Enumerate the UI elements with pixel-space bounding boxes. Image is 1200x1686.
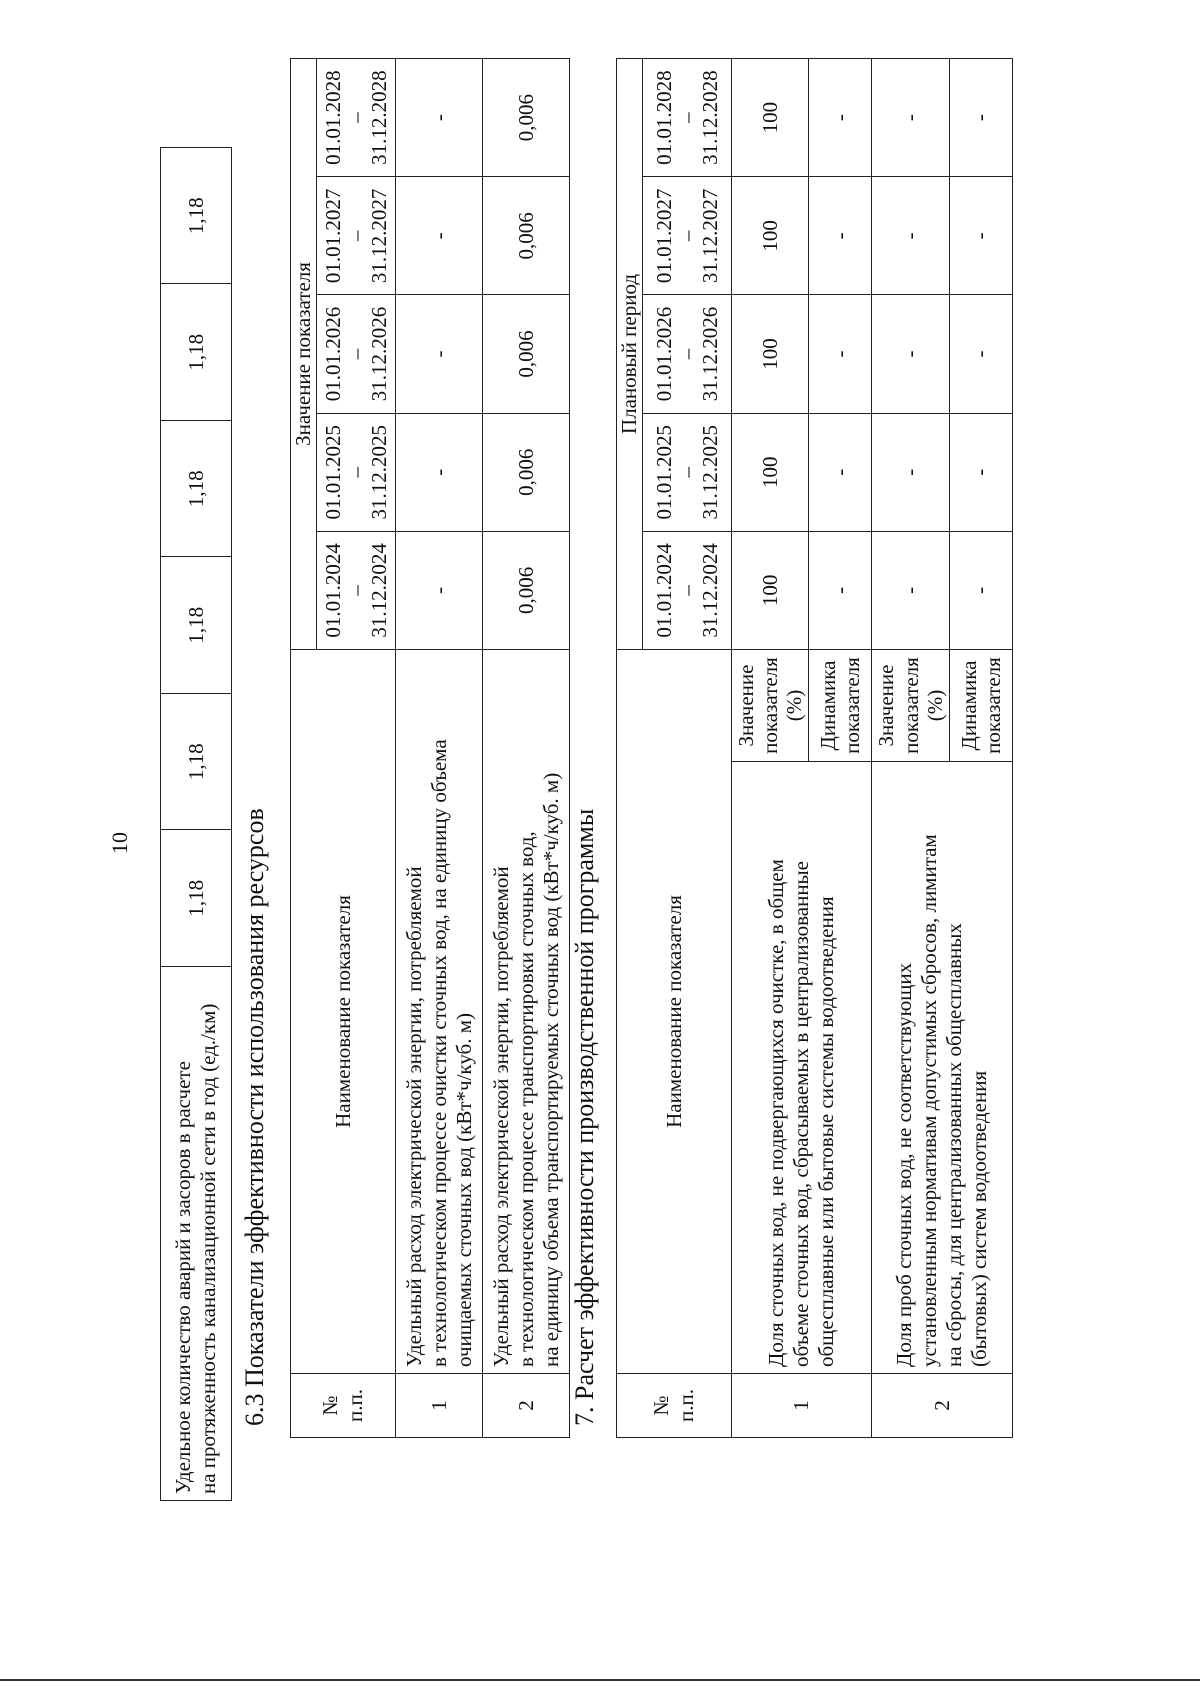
value-cell: - [396, 59, 483, 177]
period-header [317, 295, 396, 413]
row-num: 2 [872, 1374, 1012, 1438]
indicator-name-line: Доля проб сточных вод, не соответствующих [892, 962, 917, 1367]
table-row [872, 59, 949, 1438]
period-header [317, 531, 396, 649]
value-cell: - [809, 295, 872, 413]
period-to: 31.12.2026 [697, 306, 722, 402]
value-cell: - [949, 531, 1012, 649]
value-cell: 1,18 [161, 284, 232, 421]
period-to: 31.12.2025 [366, 424, 391, 520]
table-row [483, 59, 570, 1438]
period-to: 31.12.2024 [697, 543, 722, 638]
indicator-name-cell [732, 762, 872, 1374]
col-header-name: Наименование показателя [291, 650, 396, 1374]
indicator-name-line: Доля сточных вод, не подвергающихся очистке, в общем [764, 859, 789, 1367]
subrow-label [809, 650, 872, 762]
value-cell: - [396, 177, 483, 295]
table-row [396, 59, 483, 1438]
period-header [643, 413, 732, 531]
period-from: 01.01.2028 [321, 70, 346, 165]
indicator-name-cell [483, 650, 570, 1374]
value-cell: - [809, 177, 872, 295]
period-dash: – [674, 348, 699, 360]
period-dash: – [343, 585, 368, 596]
table-row [161, 148, 232, 1501]
col-header-plan: Плановый период [617, 59, 643, 650]
value-cell: 100 [732, 295, 809, 413]
period-header [317, 59, 396, 177]
resource-efficiency-table [290, 58, 570, 1438]
row-num: 1 [732, 1374, 872, 1438]
indicator-name-cell [161, 967, 232, 1501]
subrow-label-line: показателя [758, 657, 783, 754]
indicator-name-line: общесплавные или бытовые системы водоотведения [814, 896, 839, 1367]
period-from: 01.01.2027 [321, 188, 346, 284]
indicator-name-line: Удельное количество аварий и засоров в расчете [171, 1061, 195, 1494]
period-dash: – [343, 348, 368, 360]
period-from: 01.01.2026 [652, 306, 677, 402]
indicator-name-line: очищаемых сточных вод (кВт*ч/куб. м) [451, 1012, 476, 1367]
row-num: 2 [483, 1374, 570, 1438]
subrow-label-line: Значение [734, 664, 758, 747]
value-cell: 100 [732, 59, 809, 177]
subrow-label-line: Значение [874, 664, 899, 747]
program-efficiency-table [616, 58, 1013, 1438]
col-header-num: № п.п. [617, 1374, 732, 1438]
value-cell: - [872, 531, 949, 649]
subrow-label-line: (%) [782, 689, 807, 722]
subrow-label [732, 650, 809, 762]
value-cell: - [949, 59, 1012, 177]
period-from: 01.01.2024 [652, 543, 677, 638]
value-cell: 0,006 [483, 413, 570, 531]
value-cell: 100 [732, 177, 809, 295]
value-cell: 100 [732, 413, 809, 531]
period-to: 31.12.2024 [366, 543, 391, 638]
value-cell: 0,006 [483, 177, 570, 295]
subrow-label-line: показателя [898, 657, 923, 754]
period-from: 01.01.2025 [321, 424, 346, 520]
period-from: 01.01.2027 [652, 188, 677, 284]
value-cell: - [872, 413, 949, 531]
value-cell: - [396, 531, 483, 649]
table-header-row [617, 59, 643, 1438]
subrow-label [949, 650, 1012, 762]
period-to: 31.12.2026 [366, 306, 391, 402]
page-number: 10 [107, 832, 132, 854]
value-cell: 1,18 [161, 148, 232, 285]
indicator-name-line: объеме сточных вод, сбрасываемых в централизованные [789, 861, 814, 1367]
value-cell: - [809, 531, 872, 649]
indicator-name-cell [396, 650, 483, 1374]
value-cell: - [949, 413, 1012, 531]
col-header-name: Наименование показателя [617, 650, 732, 1374]
indicator-name-line: в технологическом процессе транспортировки сточных вод, [513, 831, 538, 1367]
indicator-name-line: на сбросы, для централизованных общесплавных [942, 923, 967, 1367]
indicator-name-line: (бытовых) систем водоотведения [967, 1070, 992, 1367]
col-header-value: Значение показателя [291, 59, 317, 650]
indicator-name-line: в технологическом процессе очистки сточных вод, на единицу объема [426, 739, 451, 1367]
period-to: 31.12.2028 [697, 70, 722, 165]
period-to: 31.12.2025 [697, 424, 722, 520]
value-cell: - [872, 295, 949, 413]
section-6-3-title: 6.3 Показатели эффективности использования ресурсов [240, 808, 269, 1426]
indicator-name-line: на единицу объема транспортируемых сточных вод (кВт*ч/куб. м) [538, 772, 563, 1367]
row-num: 1 [396, 1374, 483, 1438]
period-from: 01.01.2026 [321, 306, 346, 402]
subrow-label-line: показателя [840, 657, 865, 754]
value-cell: 1,18 [161, 694, 232, 831]
period-to: 31.12.2028 [366, 70, 391, 165]
value-cell: - [872, 177, 949, 295]
value-cell: 100 [732, 531, 809, 649]
value-cell: - [809, 413, 872, 531]
subrow-label-line: (%) [922, 689, 947, 722]
period-header [643, 295, 732, 413]
period-dash: – [674, 230, 699, 242]
period-dash: – [343, 112, 368, 123]
continuation-table [160, 147, 232, 1501]
subrow-label-line: Динамика [956, 660, 981, 751]
value-cell: - [396, 413, 483, 531]
period-header [643, 531, 732, 649]
indicator-name-line: Удельный расход электрической энергии, потребляемой [488, 866, 513, 1367]
col-header-num: № п.п. [291, 1374, 396, 1438]
page-border-line [0, 1679, 1200, 1681]
value-cell: 0,006 [483, 295, 570, 413]
period-from: 01.01.2024 [321, 543, 346, 638]
value-cell: - [949, 295, 1012, 413]
period-dash: – [674, 585, 699, 596]
period-dash: – [343, 466, 368, 478]
period-header [317, 413, 396, 531]
table-header-row [291, 59, 317, 1438]
value-cell: 1,18 [161, 421, 232, 558]
period-dash: – [343, 230, 368, 242]
period-to: 31.12.2027 [697, 188, 722, 284]
period-header [317, 177, 396, 295]
section-7-title: 7. Расчет эффективности производственной программы [570, 808, 599, 1426]
subrow-label [872, 650, 949, 762]
indicator-name-line: на протяженность канализационной сети в год (ед./км) [196, 1003, 220, 1494]
value-cell: - [949, 177, 1012, 295]
period-to: 31.12.2027 [366, 188, 391, 284]
period-header [643, 177, 732, 295]
indicator-name-line: установленным нормативам допустимых сбросов, лимитам [917, 834, 942, 1367]
table-row [732, 59, 809, 1438]
period-from: 01.01.2025 [652, 424, 677, 520]
value-cell: - [809, 59, 872, 177]
subrow-label-line: показателя [980, 657, 1005, 754]
period-header [643, 59, 732, 177]
period-from: 01.01.2028 [652, 70, 677, 165]
subrow-label-line: Динамика [816, 660, 841, 751]
value-cell: 1,18 [161, 557, 232, 694]
value-cell: 1,18 [161, 830, 232, 967]
indicator-name-line: Удельный расход электрической энергии, потребляемой [401, 866, 426, 1367]
period-dash: – [674, 112, 699, 123]
period-dash: – [674, 466, 699, 478]
value-cell: - [396, 295, 483, 413]
value-cell: - [872, 59, 949, 177]
value-cell: 0,006 [483, 531, 570, 649]
indicator-name-cell [872, 762, 1012, 1374]
value-cell: 0,006 [483, 59, 570, 177]
